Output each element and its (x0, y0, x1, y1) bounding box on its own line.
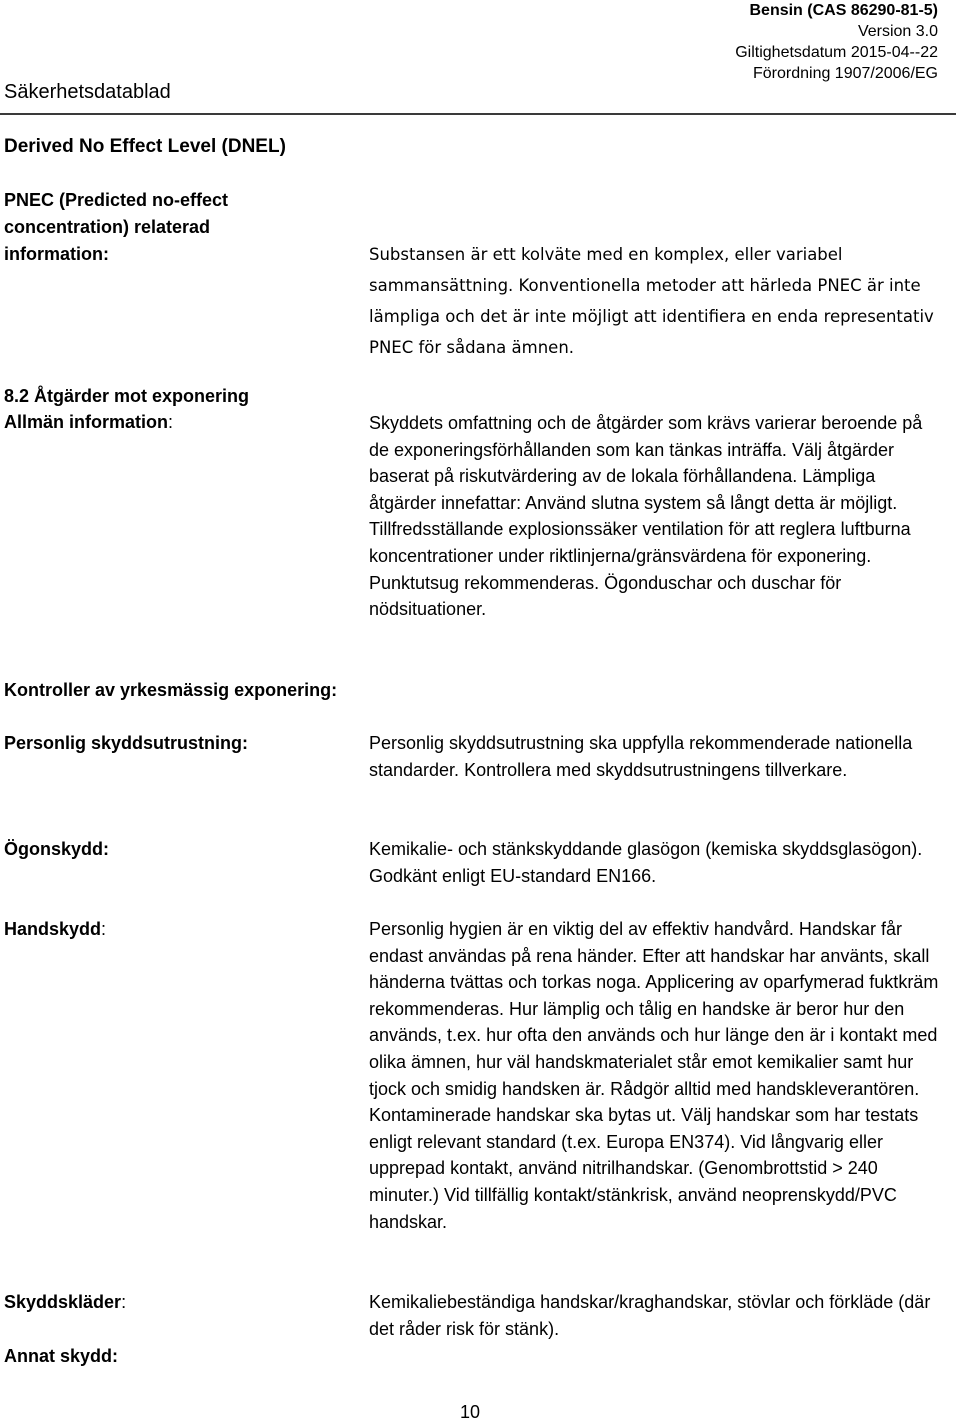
general-info-text: Skyddets omfattning och de åtgärder som krävs varierar beroende på de exponeringsförhållanden som kan tänkas inträffa. Välj åtgärder baserat på riskutvärdering av de lokala förhållandena. Lämpliga åtgärder innefattar: Använd slutna system så långt detta är möjligt. Tillfredsställande explosionssäker ventilation för att reglera luftburna koncentrationer under riktlinjerna/gränsvärdena för exponering. Punktutsug rekommenderas. Ögonduschar och duschar för nödsituationer. (369, 413, 923, 620)
eye-protection-text: Kemikalie- och stänkskyddande glasögon (kemiska skyddsglasögon). Godkänt enligt EU-standard EN166. (369, 839, 923, 886)
eye-protection-label: Ögonskydd: (4, 839, 110, 859)
header-divider (0, 113, 956, 115)
version-label: Version 3.0 (857, 23, 938, 40)
other-protection-label: Annat skydd: (4, 1346, 119, 1366)
hand-protection-colon: : (101, 919, 107, 939)
document-header-info (735, 0, 938, 84)
section-82-heading: 8.2 Åtgärder mot exponering (4, 386, 250, 406)
document-title: Säkerhetsdatablad (4, 81, 171, 103)
regulation-label: Förordning 1907/2006/EG (752, 65, 938, 82)
product-name: Bensin (CAS 86290-81-5) (749, 2, 938, 19)
protective-clothing-label (4, 1289, 304, 1316)
ppe-label: Personlig skyddsutrustning: (4, 733, 249, 753)
controls-heading: Kontroller av yrkesmässig exponering: (4, 680, 338, 700)
protective-clothing-label-text: Skyddskläder (4, 1292, 122, 1312)
hand-protection-label (4, 916, 304, 943)
page-number: 10 (459, 1402, 481, 1422)
pnec-label-line: PNEC (Predicted no-effect (4, 190, 229, 210)
dnel-heading: Derived No Effect Level (DNEL) (4, 136, 286, 157)
hand-protection-text: Personlig hygien är en viktig del av effektiv handvård. Handskar får endast användas på rena händer. Efter att handskar har använts, skall händerna tvättas och torkas noga. Applicering av oparfymerad fuktkräm rekommenderas. Hur lämplig och tålig en handske är beror hur den används, t.ex. hur ofta den används och hur länge den är i kontakt med olika ämnen, hur väl handskmaterialet står emot kemikalier samt hur tjock och smidig handsken är. Rådgör alltid med handskleverantören. Kontaminerade handskar ska bytas ut. Välj handskar som har testats enligt relevant standard (t.ex. Europa EN374). Vid långvarig eller upprepad kontakt, använd nitrilhandskar. (Genombrottstid > 240 minuter.) Vid tillfällig kontakt/stänkrisk, använd neoprenskydd/PVC handskar. (369, 919, 939, 1232)
pnec-label-line: concentration) relaterad (4, 217, 211, 237)
general-info-label (4, 409, 304, 436)
pnec-text: Substansen är ett kolväte med en komplex, eller variabel sammansättning. Konventionella metoder att härleda PNEC är inte lämpliga och det är inte möjligt att identifiera en enda representativ PNEC för sådana ämnen. (369, 245, 934, 357)
protective-clothing-text: Kemikaliebeständiga handskar/kraghandskar, stövlar och förkläde (där det råder risk för stänk). (369, 1292, 931, 1339)
validity-date: Giltighetsdatum 2015-04--22 (735, 44, 938, 61)
general-info-colon: : (168, 412, 174, 432)
pnec-label-line: information: (4, 244, 109, 264)
general-info-label-text: Allmän information (4, 412, 169, 432)
protective-clothing-colon: : (121, 1292, 127, 1312)
pnec-label (4, 187, 304, 268)
ppe-text: Personlig skyddsutrustning ska uppfylla rekommenderade nationella standarder. Kontrollera med skyddsutrustningens tillverkare. (369, 733, 913, 780)
hand-protection-label-text: Handskydd (4, 919, 102, 939)
